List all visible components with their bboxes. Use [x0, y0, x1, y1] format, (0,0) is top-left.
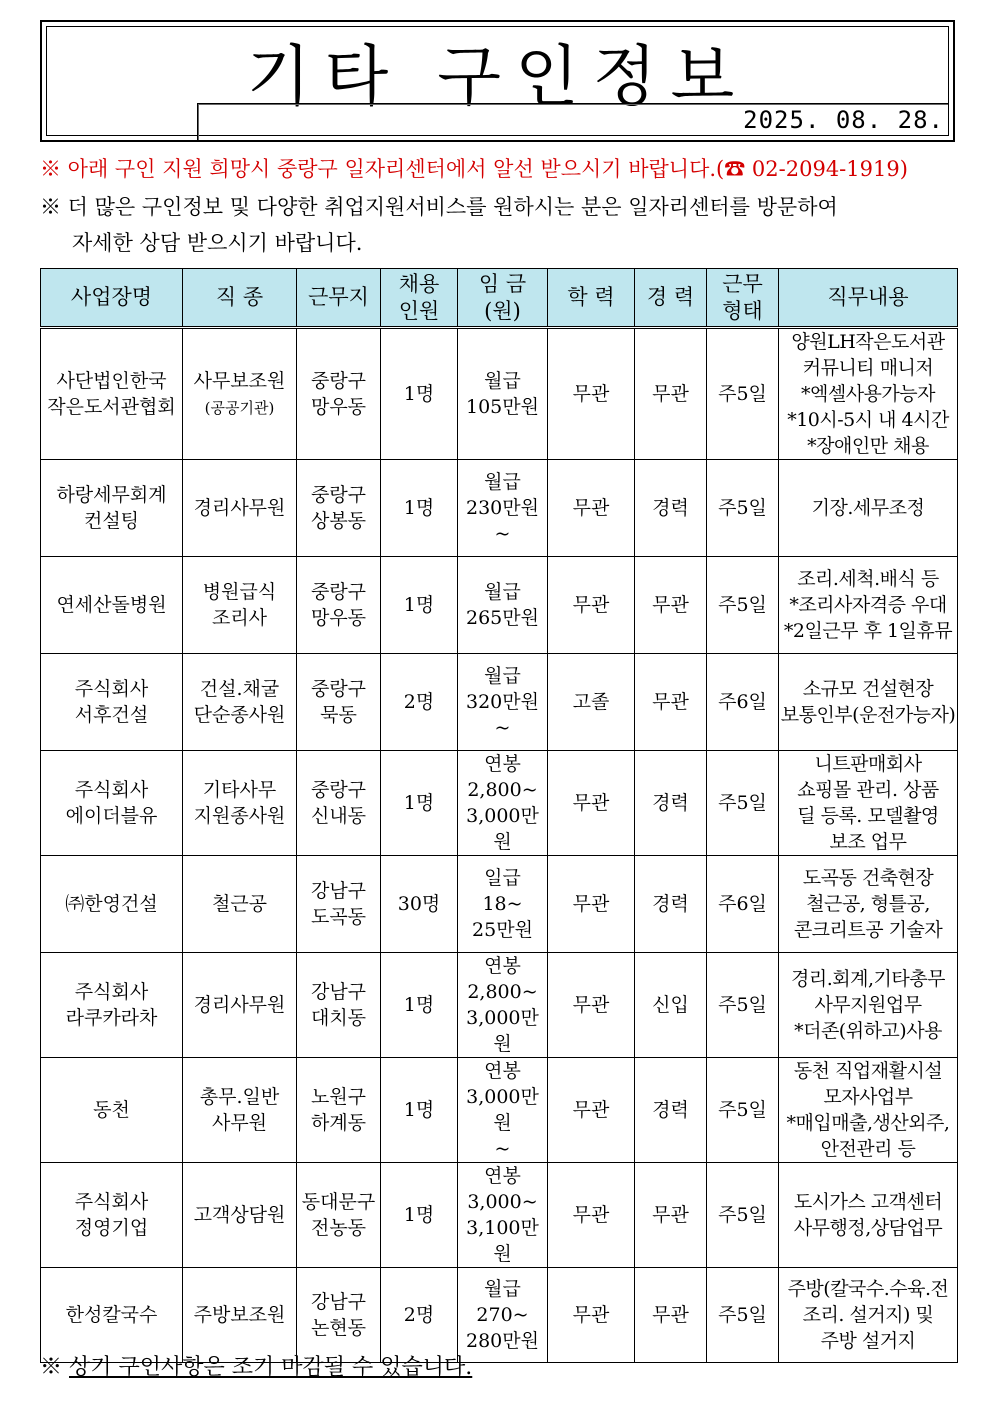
- cell-company: 하랑세무회계 컨설팅: [41, 460, 183, 557]
- cell-job: 건설.채굴 단순종사원: [183, 654, 297, 751]
- cell-count: 1명: [381, 460, 458, 557]
- cell-job: 기타사무 지원종사원: [183, 751, 297, 856]
- cell-job: 사무보조원 (공공기관): [183, 328, 297, 460]
- cell-schedule: 주5일: [707, 328, 779, 460]
- cell-wage: 월급 265만원: [458, 557, 548, 654]
- table-row: [41, 557, 958, 654]
- cell-schedule: 주6일: [707, 654, 779, 751]
- header-wage: 임 금 (원): [458, 269, 548, 328]
- cell-count: 2명: [381, 1268, 458, 1363]
- table-row: [41, 654, 958, 751]
- cell-duties: 주방(칼국수.수육.전 조리. 설거지) 및 주방 설거지: [779, 1268, 958, 1363]
- cell-duties: 니트판매회사 쇼핑몰 관리. 상품 딜 등록. 모델촬영 보조 업무: [779, 751, 958, 856]
- cell-duties: 도시가스 고객센터 사무행정,상담업무: [779, 1163, 958, 1268]
- cell-experience: 무관: [635, 1163, 707, 1268]
- cell-experience: 무관: [635, 1268, 707, 1363]
- cell-education: 무관: [548, 557, 635, 654]
- cell-location: 동대문구 전농동: [297, 1163, 381, 1268]
- header-experience: 경 력: [635, 269, 707, 328]
- table-row: [41, 1058, 958, 1163]
- cell-schedule: 주5일: [707, 751, 779, 856]
- cell-duties: 조리.세척.배식 등 *조리사자격증 우대 *2일근무 후 1일휴뮤: [779, 557, 958, 654]
- cell-experience: 경력: [635, 1058, 707, 1163]
- cell-company: 주식회사 에이더블유: [41, 751, 183, 856]
- cell-schedule: 주5일: [707, 557, 779, 654]
- cell-location: 중랑구 묵동: [297, 654, 381, 751]
- cell-education: 무관: [548, 460, 635, 557]
- table-row: [41, 856, 958, 953]
- cell-experience: 무관: [635, 328, 707, 460]
- cell-count: 1명: [381, 1163, 458, 1268]
- cell-count: 1명: [381, 953, 458, 1058]
- cell-location: 중랑구 상봉동: [297, 460, 381, 557]
- cell-job: 철근공: [183, 856, 297, 953]
- cell-count: 30명: [381, 856, 458, 953]
- table-row: [41, 460, 958, 557]
- cell-location: 강남구 도곡동: [297, 856, 381, 953]
- job-table: [40, 268, 958, 1363]
- cell-job-note: (공공기관): [204, 398, 275, 417]
- cell-wage: 월급 230만원~: [458, 460, 548, 557]
- date-box: [197, 103, 948, 140]
- table-row: [41, 1163, 958, 1268]
- table-row: [41, 1268, 958, 1363]
- cell-company: 동천: [41, 1058, 183, 1163]
- cell-job: 주방보조원: [183, 1268, 297, 1363]
- notice-red: ※ 아래 구인 지원 희망시 중랑구 일자리센터에서 알선 받으시기 바랍니다.(☎ 02-2094-1919): [40, 157, 908, 181]
- cell-experience: 경력: [635, 856, 707, 953]
- cell-duties: 동천 직업재활시설 모자사업부 *매입매출,생산외주, 안전관리 등: [779, 1058, 958, 1163]
- header-location: 근무지: [297, 269, 381, 328]
- header-company: 사업장명: [41, 269, 183, 328]
- cell-company: 연세산돌병원: [41, 557, 183, 654]
- cell-job: 병원급식 조리사: [183, 557, 297, 654]
- cell-company: 주식회사 서후건설: [41, 654, 183, 751]
- cell-schedule: 주5일: [707, 1268, 779, 1363]
- cell-wage: 월급 320만원~: [458, 654, 548, 751]
- cell-education: 무관: [548, 751, 635, 856]
- cell-location: 중랑구 신내동: [297, 751, 381, 856]
- header-duties: 직무내용: [779, 269, 958, 328]
- cell-experience: 무관: [635, 654, 707, 751]
- cell-wage: 월급 105만원: [458, 328, 548, 460]
- cell-duties: 도곡동 건축현장 철근공, 형틀공, 콘크리트공 기술자: [779, 856, 958, 953]
- notice-line2: ※ 더 많은 구인정보 및 다양한 취업지원서비스를 원하시는 분은 일자리센터를 방문하여: [40, 195, 838, 219]
- cell-count: 1명: [381, 1058, 458, 1163]
- cell-education: 무관: [548, 1268, 635, 1363]
- cell-duties: 양원LH작은도서관 커뮤니티 매니저 *엑셀사용가능자 *10시-5시 내 4시간 *장애인만 채용: [779, 328, 958, 460]
- notice-line3: 자세한 상담 받으시기 바랍니다.: [72, 231, 363, 255]
- cell-schedule: 주5일: [707, 953, 779, 1058]
- cell-duties: 경리.회계,기타총무 사무지원업무 *더존(위하고)사용: [779, 953, 958, 1058]
- table-body: [41, 328, 958, 1363]
- table-row: [41, 751, 958, 856]
- cell-wage: 연봉 3,000~ 3,100만원: [458, 1163, 548, 1268]
- cell-wage: 연봉 3,000만원 ~: [458, 1058, 548, 1163]
- cell-job: 총무.일반 사무원: [183, 1058, 297, 1163]
- cell-education: 무관: [548, 1163, 635, 1268]
- header-education: 학 력: [548, 269, 635, 328]
- table-header-row: [41, 269, 958, 328]
- cell-location: 노원구 하계동: [297, 1058, 381, 1163]
- cell-experience: 경력: [635, 460, 707, 557]
- cell-job: 경리사무원: [183, 953, 297, 1058]
- header-job: 직 종: [183, 269, 297, 328]
- cell-location: 강남구 대치동: [297, 953, 381, 1058]
- cell-company: 주식회사 라쿠카라차: [41, 953, 183, 1058]
- cell-job: 경리사무원: [183, 460, 297, 557]
- cell-schedule: 주5일: [707, 1163, 779, 1268]
- header-schedule: 근무 형태: [707, 269, 779, 328]
- cell-job: 고객상담원: [183, 1163, 297, 1268]
- cell-location: 중랑구 망우동: [297, 557, 381, 654]
- cell-education: 고졸: [548, 654, 635, 751]
- cell-wage: 일급 18~ 25만원: [458, 856, 548, 953]
- table-row: [41, 953, 958, 1058]
- footer-mark: ※: [40, 1355, 63, 1380]
- date: 2025. 08. 28.: [743, 106, 944, 134]
- cell-location: 중랑구 망우동: [297, 328, 381, 460]
- cell-wage: 연봉 2,800~ 3,000만원: [458, 953, 548, 1058]
- cell-education: 무관: [548, 328, 635, 460]
- cell-wage: 연봉 2,800~ 3,000만원: [458, 751, 548, 856]
- cell-count: 1명: [381, 328, 458, 460]
- cell-count: 2명: [381, 654, 458, 751]
- cell-company: 한성칼국수: [41, 1268, 183, 1363]
- cell-schedule: 주6일: [707, 856, 779, 953]
- cell-count: 1명: [381, 751, 458, 856]
- cell-location: 강남구 논현동: [297, 1268, 381, 1363]
- cell-company: 주식회사 정영기업: [41, 1163, 183, 1268]
- table-row: [41, 328, 958, 460]
- footer-text: 상기 구인사항은 조기 마감될 수 있습니다.: [69, 1355, 473, 1380]
- cell-education: 무관: [548, 1058, 635, 1163]
- cell-company: 사단법인한국 작은도서관협회: [41, 328, 183, 460]
- cell-wage: 월급 270~ 280만원: [458, 1268, 548, 1363]
- cell-duties: 소규모 건설현장 보통인부(운전가능자): [779, 654, 958, 751]
- cell-education: 무관: [548, 856, 635, 953]
- cell-experience: 경력: [635, 751, 707, 856]
- footer-note: [40, 1350, 472, 1381]
- cell-count: 1명: [381, 557, 458, 654]
- cell-duties: 기장.세무조정: [779, 460, 958, 557]
- cell-experience: 신입: [635, 953, 707, 1058]
- cell-company: ㈜한영건설: [41, 856, 183, 953]
- title-box: [40, 20, 955, 142]
- title-box-inner: [46, 26, 949, 136]
- cell-education: 무관: [548, 953, 635, 1058]
- cell-schedule: 주5일: [707, 460, 779, 557]
- cell-experience: 무관: [635, 557, 707, 654]
- page-title: 기타 구인정보: [246, 38, 749, 115]
- cell-schedule: 주5일: [707, 1058, 779, 1163]
- header-count: 채용 인원: [381, 269, 458, 328]
